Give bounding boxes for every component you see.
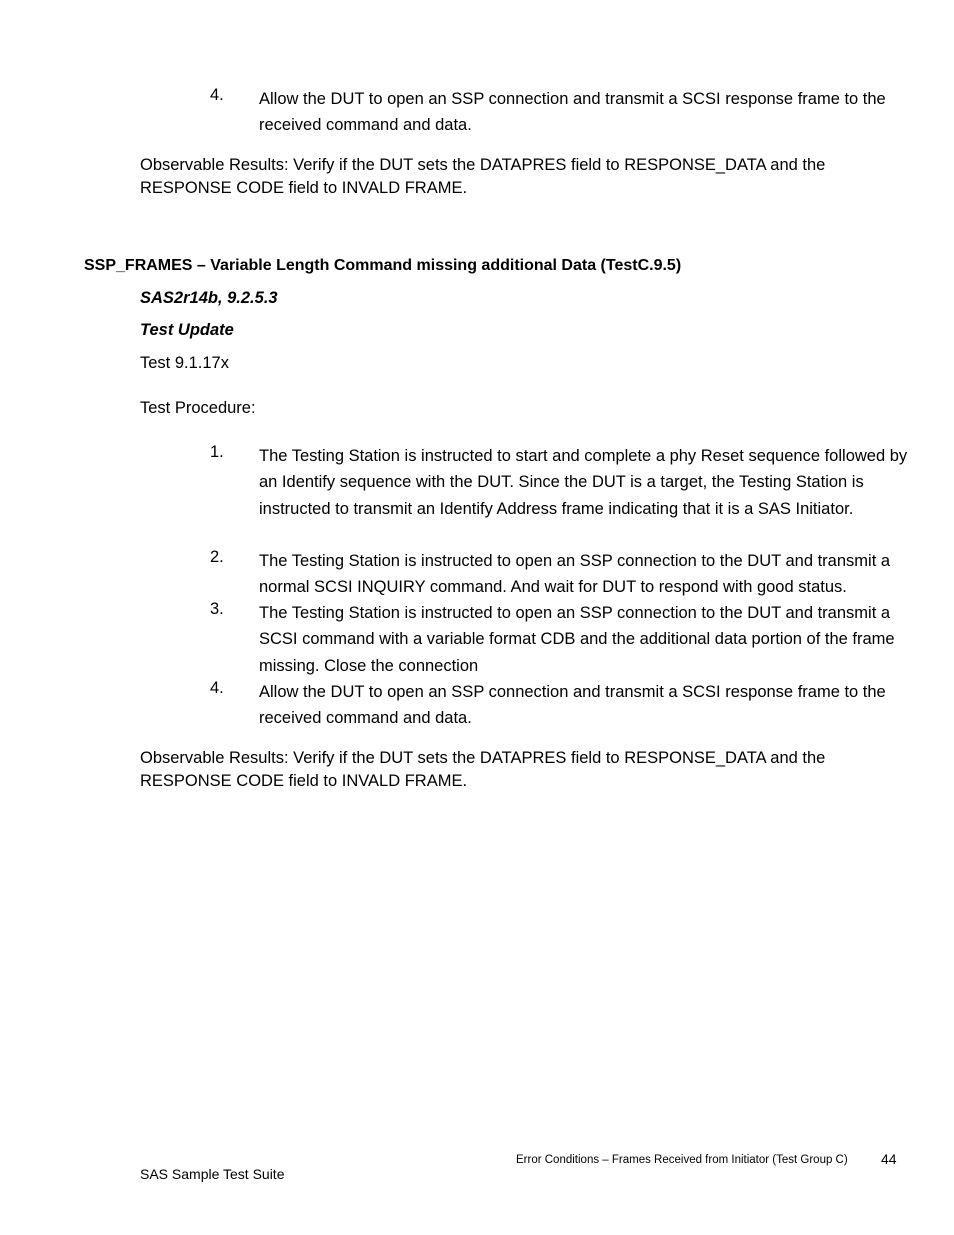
step-text: Allow the DUT to open an SSP connection and transmit a SCSI response frame to the received command and data. <box>259 683 886 728</box>
page-number: 44 <box>881 1151 897 1167</box>
observable-line: RESPONSE CODE field to INVALD FRAME. <box>140 772 468 790</box>
observable-results <box>140 747 860 793</box>
step-number: 3. <box>210 600 224 618</box>
step-number: 4. <box>210 86 224 104</box>
footer-chapter: Error Conditions – Frames Received from Initiator (Test Group C) <box>516 1154 848 1166</box>
step-text: The Testing Station is instructed to open an SSP connection to the DUT and transmit a SCSI command with a variable format CDB and the additional data portion of the frame missing. Close the connection <box>259 604 895 675</box>
step-text: Allow the DUT to open an SSP connection and transmit a SCSI response frame to the received command and data. <box>259 90 886 135</box>
step-number: 4. <box>210 679 224 697</box>
step-text: The Testing Station is instructed to start and complete a phy Reset sequence followed by an Identify sequence with the DUT. Since the DUT is a target, the Testing Station is instructed to transmit an Identify Address frame indicating that it is a SAS Initiator. <box>259 447 908 518</box>
top-observable-results <box>140 154 860 200</box>
observable-line: RESPONSE CODE field to INVALD FRAME. <box>140 179 468 197</box>
step-number: 1. <box>210 443 224 461</box>
test-procedure-label: Test Procedure: <box>140 399 256 417</box>
spec-reference: SAS2r14b, 9.2.5.3 <box>140 289 278 307</box>
test-update-label: Test Update <box>140 321 234 339</box>
test-id: Test 9.1.17x <box>140 354 229 372</box>
observable-line: Observable Results: Verify if the DUT sets the DATAPRES field to RESPONSE_DATA and the <box>140 156 826 174</box>
footer-document-title: SAS Sample Test Suite <box>140 1166 285 1182</box>
step-number: 2. <box>210 548 224 566</box>
observable-line: Observable Results: Verify if the DUT sets the DATAPRES field to RESPONSE_DATA and the <box>140 749 826 767</box>
section-heading: SSP_FRAMES – Variable Length Command missing additional Data (TestC.9.5) <box>84 257 682 274</box>
step-text: The Testing Station is instructed to open an SSP connection to the DUT and transmit a normal SCSI INQUIRY command. And wait for DUT to respond with good status. <box>259 552 891 597</box>
